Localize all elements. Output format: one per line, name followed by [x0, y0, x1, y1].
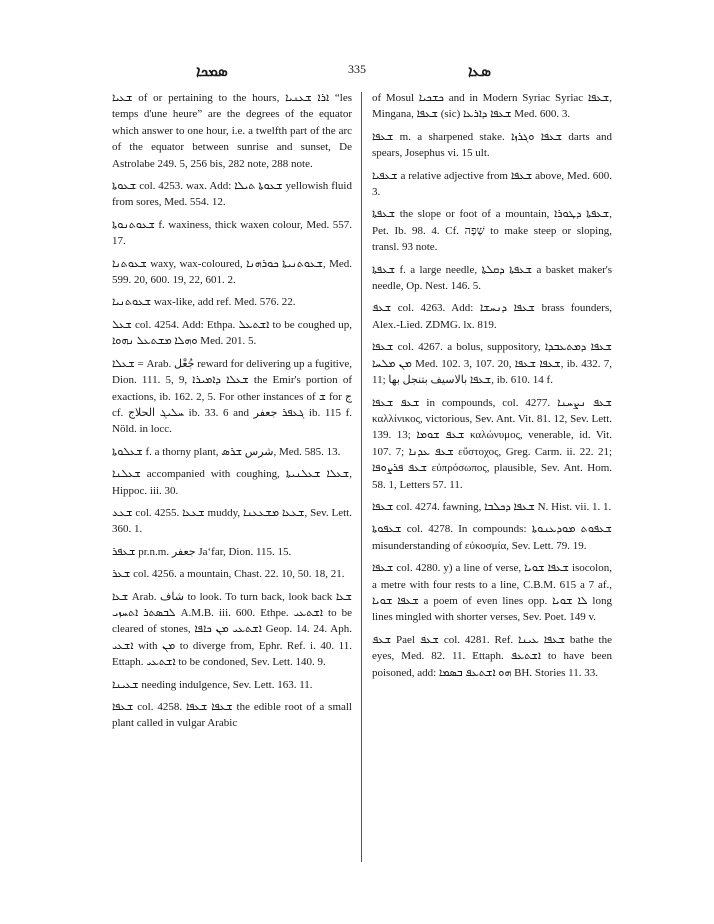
entry: of Mosul ܟܫܟܝܐ and in Modern Syriac Syriac ܫܥܦܐ, Mingana, ܫܥܦܐ (sic) ܫܥܦܐ ܕܐܪܥܐ Med. 600. 3. — [372, 92, 612, 121]
entry: ܫܥܝܢܐ needing indulgence, Sev. Lett. 163. 11. — [112, 678, 313, 691]
entry: ܫܥܦܘܬܐ col. 4278. In compounds: ܫܥܦܘܬ ܡܘܕܥܢܘܬܐ misunderstanding of εὐκοσμία, Sev. Lett. 79. 19. — [372, 523, 612, 552]
entry: ܫܥܘܬܢܘܬܐ f. waxiness, thick waxen colour, Med. 557. 17. — [112, 218, 352, 248]
entry: ܫܥܠܘܬܐ f. a thorny plant, شرس ܫܪܣ, Med. 585. 13. — [112, 445, 341, 458]
entry: ܫܥܐ Arab. شاف to look. To turn back, look back ܫܥܐ ܠܒܣܬܪ ܐܬܚܙܝ A.M.B. iii. 600. Ethpe. ܐܫܬܥܝ to be cleared of stones, ܐܫܬܥܝ ܡܢ ܟܐܦܐ Geop. 14. 24. Aph. ܐܫܥܝ with ܡܢ to diverge from, Ephr. Ref. i. 40. 11. Ettaph. ܐܫܬܥܝ to be condoned, Sev. Lett. 140. 9. — [112, 590, 353, 669]
entry: ܫܥܦܬܐ the slope or foot of a mountain, ܫܥܦܬܐ ܕܛܘܪܐ, Pet. Ib. 98. 4. Cf. שָׁפָה to make steep or sloping, transl. 93 note. — [372, 208, 612, 254]
running-head-right: ܣܥܐ — [468, 62, 491, 80]
entry: ܫܥܦ col. 4263. Add: ܫܥܦܐ ܕܢܚܫܐ brass founders, Alex.-Lied. ZDMG. lx. 819. — [372, 302, 612, 331]
entry: ܫܥܘܬܢܐ waxy, wax-coloured, ܫܥܘܬܢܝܬܐ ܟܘܪܗܢܐ, Med. 599. 20, 600. 19, 22, 601. 2. — [112, 257, 352, 287]
entry: ܫܥܦ Pael ܫܥܦ col. 4281. Ref. ܫܥܦܐ ܥܝܢܐ bathe the eyes, Med. 82. 11. Ettaph. ܐܫܬܥܦ to have been poisoned, add: ܗܘ ܐܫܬܥܦ ܒܣܡܐ BH. Stories 11. 33. — [372, 633, 613, 679]
entry: ܫܥܦܬܐ f. a large needle, ܫܥܦܬܐ ܕܩܠܬܐ a basket maker's needle, Op. Nest. 146. 5. — [372, 263, 612, 293]
running-head-left: ܣܡܟܐ — [196, 62, 228, 80]
right-column — [372, 90, 612, 687]
column-divider — [361, 92, 362, 862]
entry: ܫܥܦܐ col. 4267. a bolus, suppository, ܫܥܦܐ ܕܡܬܥܒܕܐ ܡܢ ܡܠܚܐ Med. 102. 3, 107. 20, ܫܥܦܐ ܫܥܦܐ, ib. 432. 7, 11; ܫܥܦܐ بالاسيف بتنجل بها, ib. 610. 14 f. — [372, 341, 612, 387]
entry: ܫܥܦܪ pr.n.m. جعفر Ja‘far, Dion. 115. 15. — [112, 545, 292, 558]
entry: ܫܥܠܢܐ accompanied with coughing, ܫܥܠܐ ܫܥܠܢܝܬܐ, Hippoc. iii. 30. — [112, 468, 352, 497]
entry: ܫܥܦܝܐ a relative adjective from ܫܥܦܐ above, Med. 600. 3. — [372, 169, 612, 199]
entry: ܫܥܦܐ col. 4280. y) a line of verse, ܫܥܦܐ ܫܘܝܐ isocolon, a metre with four rests to a line, C.B.M. 615 a 7 af., ܫܥܦܐ ܫܘܝܐ a poem of even lines opp. ܠܐ ܫܘܝܐ long lines mingled with shorter verses, Sev. Poet. 149 v. — [372, 562, 612, 624]
left-column — [112, 90, 352, 738]
entry: ܫܥܦ ܫܥܦܐ in compounds, col. 4277. ܫܥܦ ܢܨܚܢܐ καλλίνικος, victorious, Sev. Ant. Vit. 81. 12, Sev. Lett. 139. 13; ܫܥܦ ܫܘܡܐ καλώνυμος, venerable, id. Vit. 107. 7; ܫܥܦ ܥܕܢܐ εὔστοχος, Greg. Carm. ii. 22. 21; ܫܥܦ ܦܪܨܘܦܐ εὐπρόσωπος, plausible, Sev. Ant. Hom. 58. 1, Letters 57. 11. — [372, 396, 613, 491]
page-number: 335 — [348, 62, 366, 76]
entry: ܫܥܥ col. 4255. ܫܥܥܐ muddy, ܫܥܥܐ ܡܫܥܥܢܐ, Sev. Lett. 360. 1. — [112, 506, 352, 536]
entry: ܫܥܘܬܐ col. 4253. wax. Add: ܫܥܘܬܐ ܬܝܠܐ yellowish fluid from sores, Med. 554. 12. — [112, 180, 352, 209]
entry: ܫܥܦܐ m. a sharpened stake. ܫܥܦܐ ܘܓܪܙܐ darts and spears, Josephus vi. 15 ult. — [372, 130, 612, 160]
entry: ܫܥܘܬܢܝܐ wax-like, add ref. Med. 576. 22. — [112, 296, 296, 309]
entry: ܫܥܦܐ col. 4258. ܫܥܦܐ ܫܥܦܐ the edible root of a small plant called in vulgar Arabic — [112, 701, 352, 730]
entry: ܫܥܪ col. 4256. a mountain, Chast. 22. 10, 50. 18, 21. — [112, 568, 345, 581]
entry: ܫܥܠܐ = Arab. جُعْل reward for delivering up a fugitive, Dion. 111. 5, 9, ܫܥܠܐ ܕܐܡܝܪܐ the Emir's portion of exactions, ib. 162. 2, 5. For other instances of ܫ for ج cf. ܚܠܝܓ الحلاج ib. 33. 6 and ܓܥܦܪ جعفر ib. 115 f. Nöld. in locc. — [112, 357, 353, 436]
entry: ܫܥܠ col. 4254. Add: Ethpa. ܐܫܬܥܠ to be coughed up, ܘܗܠܐ ܡܫܬܥܠ ܢܗܘܐ Med. 201. 5. — [112, 318, 352, 348]
entry: ܫܥܝܐ of or pertaining to the hours, ܐܪܐ ܫܥܢܝܐ “les temps d'une heure” are the degrees of the equator which answer to one hour, i.e. a twelfth part of the arc of the equator between sunrise and sunset, De Astrolabe 249. 5, 256 bis, 282 note, 288 note. — [112, 92, 352, 170]
entry: ܫܥܦܐ col. 4274. fawning, ܫܥܦܐ ܕܟܠܒܐ N. Hist. vii. 1. 1. — [372, 500, 612, 513]
